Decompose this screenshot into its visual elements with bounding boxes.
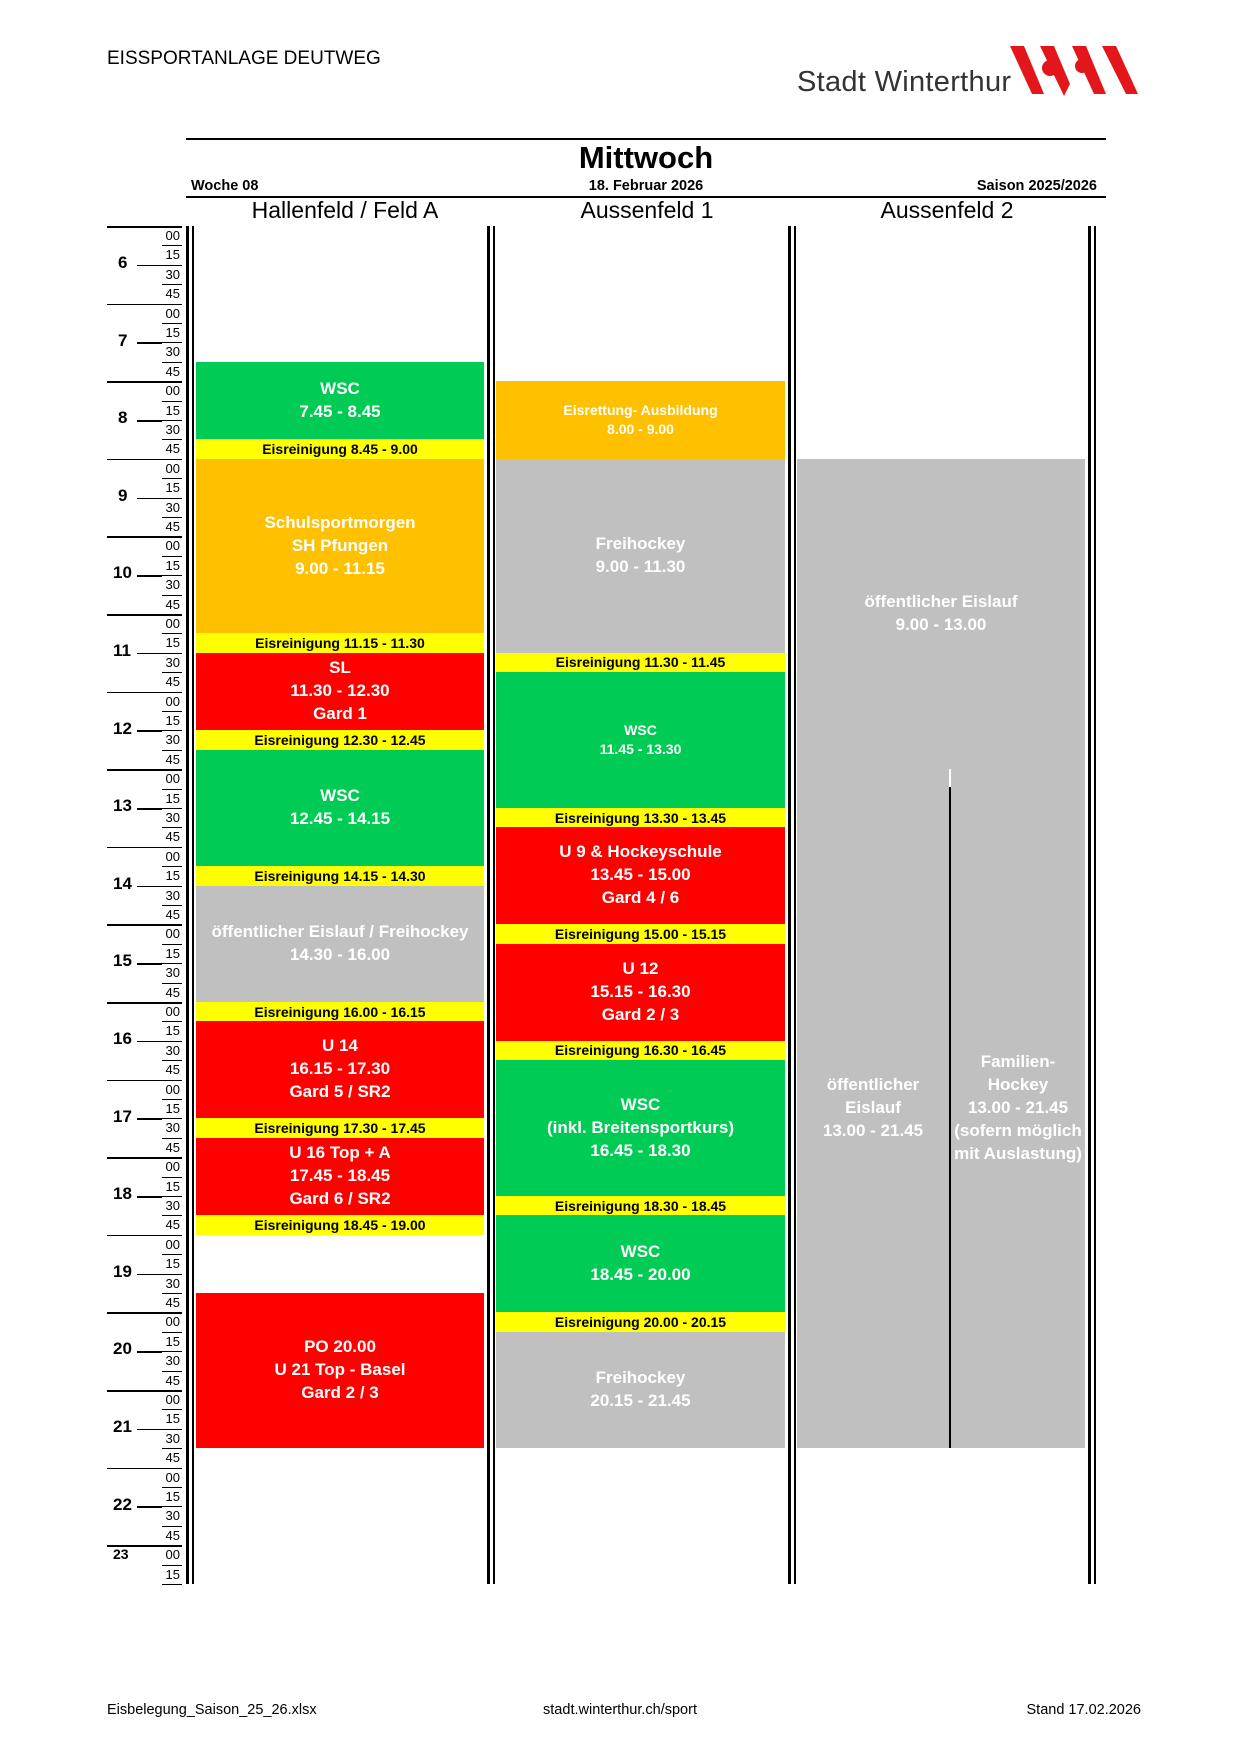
slot-text: U 14 [322,1036,358,1056]
minute-label: 15 [165,1256,180,1272]
booking-slot-aussenfeld-1 [496,944,785,1041]
slot-text: 20.15 - 21.45 [590,1390,691,1410]
booking-slot-aussenfeld-1 [496,1215,785,1312]
minute-label: 00 [165,1314,180,1330]
booking-slot-hallenfeld [196,886,484,1002]
hour-label: 9 [118,485,128,505]
slot-text: WSC [320,378,360,398]
slot-text: 9.00 - 11.30 [595,556,686,576]
slot-text: 11.45 - 13.30 [599,741,682,758]
slot-text: Eislauf [845,1098,901,1118]
slot-text: öffentlicher Eislauf / Freihockey [211,921,469,941]
minute-label: 15 [165,713,180,728]
minute-label: 30 [165,1120,180,1136]
minute-label: 15 [165,1489,180,1504]
minute-label: 15 [165,325,180,340]
hour-label: 7 [118,330,128,350]
slot-text: Eisreinigung 14.15 - 14.30 [254,867,426,884]
booking-slot-aussenfeld-1 [496,381,785,459]
slot-text: 13.45 - 15.00 [590,865,691,885]
minute-label: 30 [165,965,180,981]
slot-text: 9.00 - 13.00 [895,614,987,634]
slot-text: Eisreinigung 18.45 - 19.00 [254,1217,426,1234]
ice-cleaning-slot [496,1312,785,1331]
subcolumn-divider [949,787,951,1448]
slot-text: Eisreinigung 8.45 - 9.00 [262,441,418,458]
slot-text: Gard 6 / SR2 [289,1189,391,1209]
column-separator [487,226,490,1584]
slot-text: 7.45 - 8.45 [299,401,381,421]
hour-label: 18 [113,1184,132,1204]
minute-label: 15 [165,1333,180,1349]
minute-label: 45 [165,907,180,922]
slot-text: Eisreinigung 20.00 - 20.15 [554,1314,727,1331]
booking-slot-aussenfeld-1 [496,672,785,808]
minute-label: 00 [165,228,180,243]
column-header-hallenfeld: Hallenfeld / Feld A [251,197,439,223]
minute-label: 45 [165,1372,180,1388]
minute-label: 45 [165,363,180,379]
booking-slot-aussenfeld-1 [496,827,785,924]
minute-label: 30 [165,1508,180,1524]
slot-text: Gard 5 / SR2 [289,1082,391,1102]
minute-label: 30 [165,266,180,282]
minute-label: 15 [165,945,180,961]
minute-label: 15 [165,480,180,496]
hour-label: 21 [113,1417,132,1436]
column-separator [794,226,796,1584]
minute-label: 45 [165,829,180,845]
column-separator [493,226,495,1584]
minute-label: 30 [165,654,180,670]
minute-label: 00 [165,693,180,709]
ice-cleaning-slot [496,808,785,827]
slot-text: 8.00 - 9.00 [607,420,674,437]
minute-label: 00 [165,1236,180,1252]
slot-text: SL [329,658,351,678]
hour-label: 23 [113,1546,129,1563]
minute-label: 00 [165,1547,180,1563]
booking-slot-hallenfeld [196,1138,484,1216]
minute-label: 15 [165,1023,180,1039]
minute-label: 00 [165,460,180,476]
slot-text: Gard 4 / 6 [601,888,680,908]
slot-text: 9.00 - 11.15 [295,558,385,578]
ice-cleaning-slot [196,866,484,885]
slot-text: 15.15 - 16.30 [590,981,691,1001]
minute-label: 15 [165,247,180,263]
slot-text: 11.30 - 12.30 [290,681,390,701]
booking-slot-hallenfeld [196,653,484,731]
ice-cleaning-slot [196,1118,484,1137]
minute-label: 30 [165,1198,180,1213]
minute-label: 00 [165,1469,180,1485]
slot-text: Eisreinigung 18.30 - 18.45 [554,1197,727,1214]
booking-slot-hallenfeld [196,1293,484,1448]
hour-label: 22 [113,1494,132,1514]
minute-label: 30 [165,422,180,437]
minute-label: 15 [165,1411,180,1427]
column-separator [1088,226,1091,1584]
slot-text: U 16 Top + A [289,1143,391,1163]
minute-label: 45 [165,286,180,302]
minute-label: 00 [165,848,180,864]
column-separator [192,226,194,1584]
minute-label: 30 [165,1042,180,1058]
minute-label: 00 [165,305,180,321]
minute-label: 00 [165,926,180,942]
footer-url: stadt.winterthur.ch/sport [543,1702,697,1718]
slot-text: Gard 1 [313,704,367,724]
slot-text: Eisreinigung 17.30 - 17.45 [254,1120,426,1137]
ice-cleaning-slot [196,1002,484,1021]
slot-text: 13.00 - 21.45 [967,1098,1069,1118]
column-separator [788,226,791,1584]
booking-slot-aussenfeld-2 [797,769,949,1448]
ice-cleaning-slot [496,653,785,672]
ice-cleaning-slot [196,633,484,652]
minute-label: 15 [165,1566,180,1582]
hour-label: 8 [118,408,128,428]
minute-label: 00 [165,1004,180,1019]
minute-label: 30 [165,732,180,748]
column-separator [186,226,189,1584]
minute-label: 45 [165,441,180,457]
slot-text: SH Pfungen [291,535,389,555]
minute-label: 30 [165,1353,180,1369]
minute-label: 00 [165,771,180,787]
ice-cleaning-slot [496,924,785,943]
minute-label: 45 [165,1217,180,1233]
minute-label: 30 [165,1430,180,1446]
hour-label: 14 [113,873,132,893]
slot-text: WSC [624,722,657,739]
minute-label: 45 [165,751,180,767]
minute-label: 45 [165,1139,180,1155]
minute-label: 45 [165,984,180,1000]
hour-label: 10 [113,563,132,583]
city-logo-text: Stadt Winterthur [797,66,1012,98]
week-label: Woche 08 [191,178,259,194]
minute-label: 00 [165,616,180,631]
booking-slot-aussenfeld-1 [496,1332,785,1448]
column-header-aussenfeld-2: Aussenfeld 2 [880,197,1014,223]
hour-label: 15 [113,951,132,971]
slot-text: WSC [320,786,360,806]
slot-text: WSC [620,1241,661,1261]
minute-label: 15 [165,635,180,651]
ice-cleaning-slot [196,730,484,749]
slot-text: 16.45 - 18.30 [590,1140,691,1160]
slot-text: öffentlicher Eislauf [864,592,1018,612]
hour-label: 12 [113,718,132,738]
slot-text: Schulsportmorgen [264,512,416,532]
minute-label: 45 [165,1527,180,1543]
ice-cleaning-slot [496,1196,785,1215]
minute-label: 15 [165,790,180,806]
slot-text: Eisreinigung 11.30 - 11.45 [555,654,726,671]
column-header-aussenfeld-1: Aussenfeld 1 [580,197,714,223]
minute-label: 30 [165,887,180,903]
minute-label: 00 [165,1392,180,1407]
slot-text: Gard 2 / 3 [301,1383,379,1403]
minute-label: 30 [165,810,180,825]
slot-text: Freihockey [595,1368,686,1388]
slot-text: WSC [620,1094,661,1114]
booking-slot-hallenfeld [196,459,484,634]
minute-label: 45 [165,596,180,612]
booking-slot-hallenfeld [196,362,484,440]
hour-label: 11 [113,641,131,660]
slot-text: Eisreinigung 16.30 - 16.45 [554,1042,727,1059]
minute-label: 30 [165,499,180,515]
minute-label: 45 [165,1295,180,1310]
season-label: Saison 2025/2026 [976,178,1097,194]
footer-stand-date: Stand 17.02.2026 [1026,1702,1141,1718]
hour-label: 13 [113,796,132,816]
slot-text: 17.45 - 18.45 [289,1166,391,1186]
slot-text: 18.45 - 20.00 [590,1264,691,1284]
column-separator [1094,226,1096,1584]
minute-label: 45 [165,1062,180,1078]
slot-text: mit Auslastung) [954,1144,1082,1164]
facility-name: EISSPORTANLAGE DEUTWEG [107,48,381,69]
slot-text: Eisreinigung 15.00 - 15.15 [554,926,727,943]
slot-text: 12.45 - 14.15 [289,808,391,828]
date-label: 18. Februar 2026 [588,178,704,194]
booking-slot-aussenfeld-2 [951,769,1085,1448]
slot-text: PO 20.00 [304,1337,376,1357]
day-title: Mittwoch [578,140,714,175]
slot-text: Familien- [980,1052,1056,1072]
minute-label: 00 [165,383,180,399]
minute-label: 00 [165,538,180,554]
minute-label: 15 [165,557,180,573]
minute-label: 45 [165,519,180,534]
hour-label: 20 [113,1339,132,1359]
slot-text: Eisreinigung 12.30 - 12.45 [254,732,426,749]
minute-label: 15 [165,402,180,418]
slot-text: 13.00 - 21.45 [822,1121,924,1141]
booking-slot-aussenfeld-2 [797,459,1085,769]
slot-text: (inkl. Breitensportkurs) [546,1117,735,1137]
minute-label: 15 [165,868,180,884]
slot-text: Hockey [987,1075,1049,1095]
slot-text: Gard 2 / 3 [601,1004,680,1024]
ice-cleaning-slot [196,439,484,458]
slot-text: 14.30 - 16.00 [289,944,391,964]
minute-label: 30 [165,1275,180,1291]
slot-text: Eisreinigung 16.00 - 16.15 [254,1003,426,1020]
slot-text: (sofern möglich [954,1121,1082,1141]
slot-text: Eisreinigung 13.30 - 13.45 [554,809,727,826]
ice-cleaning-slot [496,1041,785,1060]
booking-slot-hallenfeld [196,1021,484,1118]
booking-slot-hallenfeld [196,750,484,866]
minute-label: 45 [165,674,180,690]
slot-text: U 9 & Hockeyschule [559,842,722,862]
slot-text: Freihockey [595,533,686,553]
slot-text: 16.15 - 17.30 [289,1059,391,1079]
minute-label: 45 [165,1450,180,1466]
slot-text: öffentlicher [826,1075,920,1095]
hour-label: 6 [118,253,128,272]
minute-label: 00 [165,1081,180,1097]
minute-label: 15 [165,1101,180,1116]
minute-label: 30 [165,577,180,593]
slot-text: Eisreinigung 11.15 - 11.30 [255,635,425,652]
hour-label: 19 [113,1261,132,1281]
minute-label: 15 [165,1178,180,1194]
booking-slot-aussenfeld-1 [496,1060,785,1196]
hour-label: 16 [113,1029,132,1048]
minute-label: 00 [165,1159,180,1175]
slot-text: Eisrettung- Ausbildung [563,402,718,419]
slot-text: U 21 Top - Basel [274,1360,406,1380]
hour-label: 17 [113,1106,132,1126]
booking-slot-aussenfeld-1 [496,459,785,653]
minute-label: 30 [165,344,180,360]
slot-text: U 12 [622,958,659,978]
footer-filename: Eisbelegung_Saison_25_26.xlsx [107,1702,317,1718]
ice-cleaning-slot [196,1215,484,1234]
